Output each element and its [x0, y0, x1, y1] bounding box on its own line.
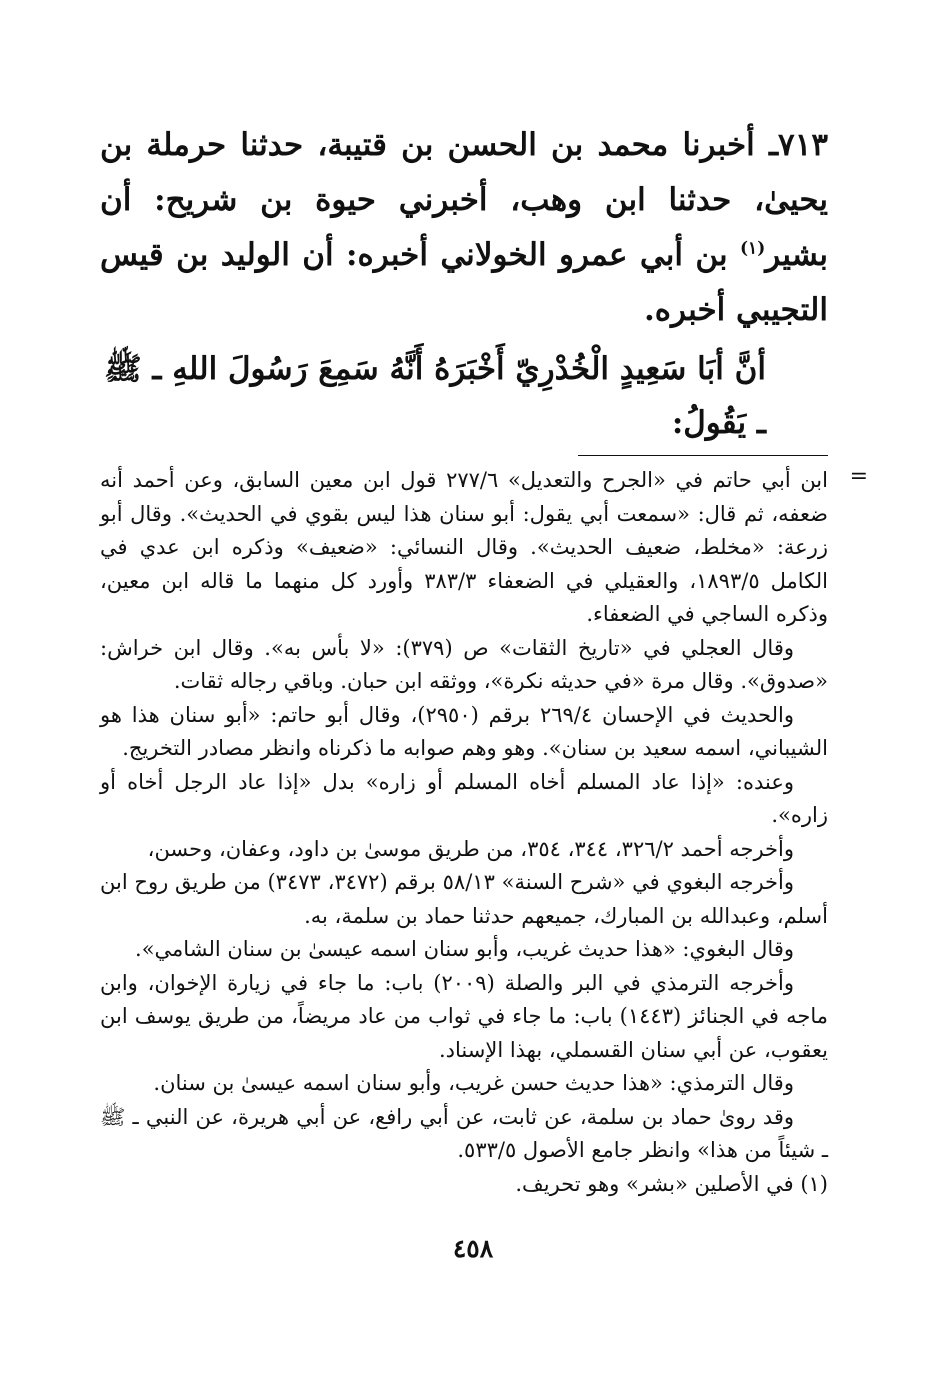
footnote-paragraph: وأخرجه أحمد ٣٢٦/٢، ٣٤٤، ٣٥٤، من طريق موسىٰ بن داود، وعفان، وحسن،: [147, 836, 794, 861]
isnad-text: ـ أخبرنا محمد بن الحسن بن قتيبة، حدثنا حرملة بن يحيىٰ، حدثنا ابن وهب، أخبرني حيوة بن شريح: أن بشير: [100, 127, 828, 273]
footnote-separator: [578, 455, 828, 456]
footnote-paragraph: وقال الترمذي: «هذا حديث حسن غريب، وأبو سنان اسمه عيسىٰ بن سنان.: [153, 1071, 794, 1095]
footnote-paragraph: وعنده: «إذا عاد المسلم أخاه المسلم أو زاره» بدل «إذا عاد الرجل أخاه أو زاره».: [100, 769, 828, 827]
footnote-paragraph: وأخرجه الترمذي في البر والصلة (٢٠٠٩) باب: ما جاء في زيارة الإخوان، وابن ماجه في الجنائز (١٤٤٣) باب: ما جاء في ثواب من عاد مريضاً، من طريق يوسف ابن يعقوب، عن أبي سنان القسملي، بهذا الإسناد.: [100, 970, 828, 1062]
footnote-paragraph: وأخرجه البغوي في «شرح السنة» ٥٨/١٣ برقم (٣٤٧٢، ٣٤٧٣) من طريق روح ابن أسلم، وعبدالله بن المبارك، جميعهم حدثنا حماد بن سلمة، به.: [100, 870, 828, 928]
hadith-isnad: [100, 118, 828, 338]
footnote-paragraph: ابن أبي حاتم في «الجرح والتعديل» ٢٧٧/٦ قول ابن معين السابق، وعن أحمد أنه ضعفه، ثم قال: «سمعت أبي يقول: أبو سنان هذا ليس بقوي في الحديث». وقال أبو زرعة: «مخلط، ضعيف الحديث». وقال النسائي: «ضعيف» وذكره ابن عدي في الكامل ١٨٩٣/٥، والعقيلي في الضعفاء ٣٨٣/٣ وأورد كل منهما ما قاله ابن معين، وذكره الساجي في الضعفاء.: [100, 468, 828, 626]
page-content: [100, 118, 868, 1201]
footnote-paragraph: وقد روىٰ حماد بن سلمة، عن ثابت، عن أبي رافع، عن أبي هريرة، عن النبي ـ ﷺ ـ شيئاً من هذا» وانظر جامع الأصول ٥٣٣/٥.: [100, 1104, 828, 1162]
hadith-matn: أنَّ أبَا سَعِيدٍ الْخُدْرِيّ أَخْبَرَهُ أَنَّهُ سَمِعَ رَسُولَ اللهِ ـ ﷺ ـ يَقُولُ:: [104, 351, 766, 441]
footnotes: [100, 464, 868, 1201]
footnote-1: (١) في الأصلين «بشر» وهو تحريف.: [515, 1171, 828, 1196]
page-number: ٤٥٨: [452, 1234, 494, 1263]
footnote-paragraph: وقال العجلي في «تاريخ الثقات» ص (٣٧٩): «لا بأس به». وقال ابن خراش: «صدوق». وقال مرة «في حديثه نكرة»، ووثقه ابن حبان. وباقي رجاله ثقات.: [100, 635, 828, 693]
hadith-number: ٧١٣: [778, 127, 828, 163]
footnote-reference: (١): [739, 238, 766, 259]
footnote-paragraph: والحديث في الإحسان ٢٦٩/٤ برقم (٢٩٥٠)، وقال أبو حاتم: «أبو سنان هذا هو الشيباني، اسمه سعيد بن سنان». وهو وهم صوابه ما ذكرناه وانظر مصادر التخريج.: [100, 702, 828, 760]
continuation-mark: =: [849, 464, 868, 489]
footnote-paragraph: وقال البغوي: «هذا حديث غريب، وأبو سنان اسمه عيسىٰ بن سنان الشامي».: [135, 937, 794, 961]
isnad-continuation: بن أبي عمرو الخولاني أخبره: أن الوليد بن قيس التجيبي أخبره.: [100, 237, 828, 328]
